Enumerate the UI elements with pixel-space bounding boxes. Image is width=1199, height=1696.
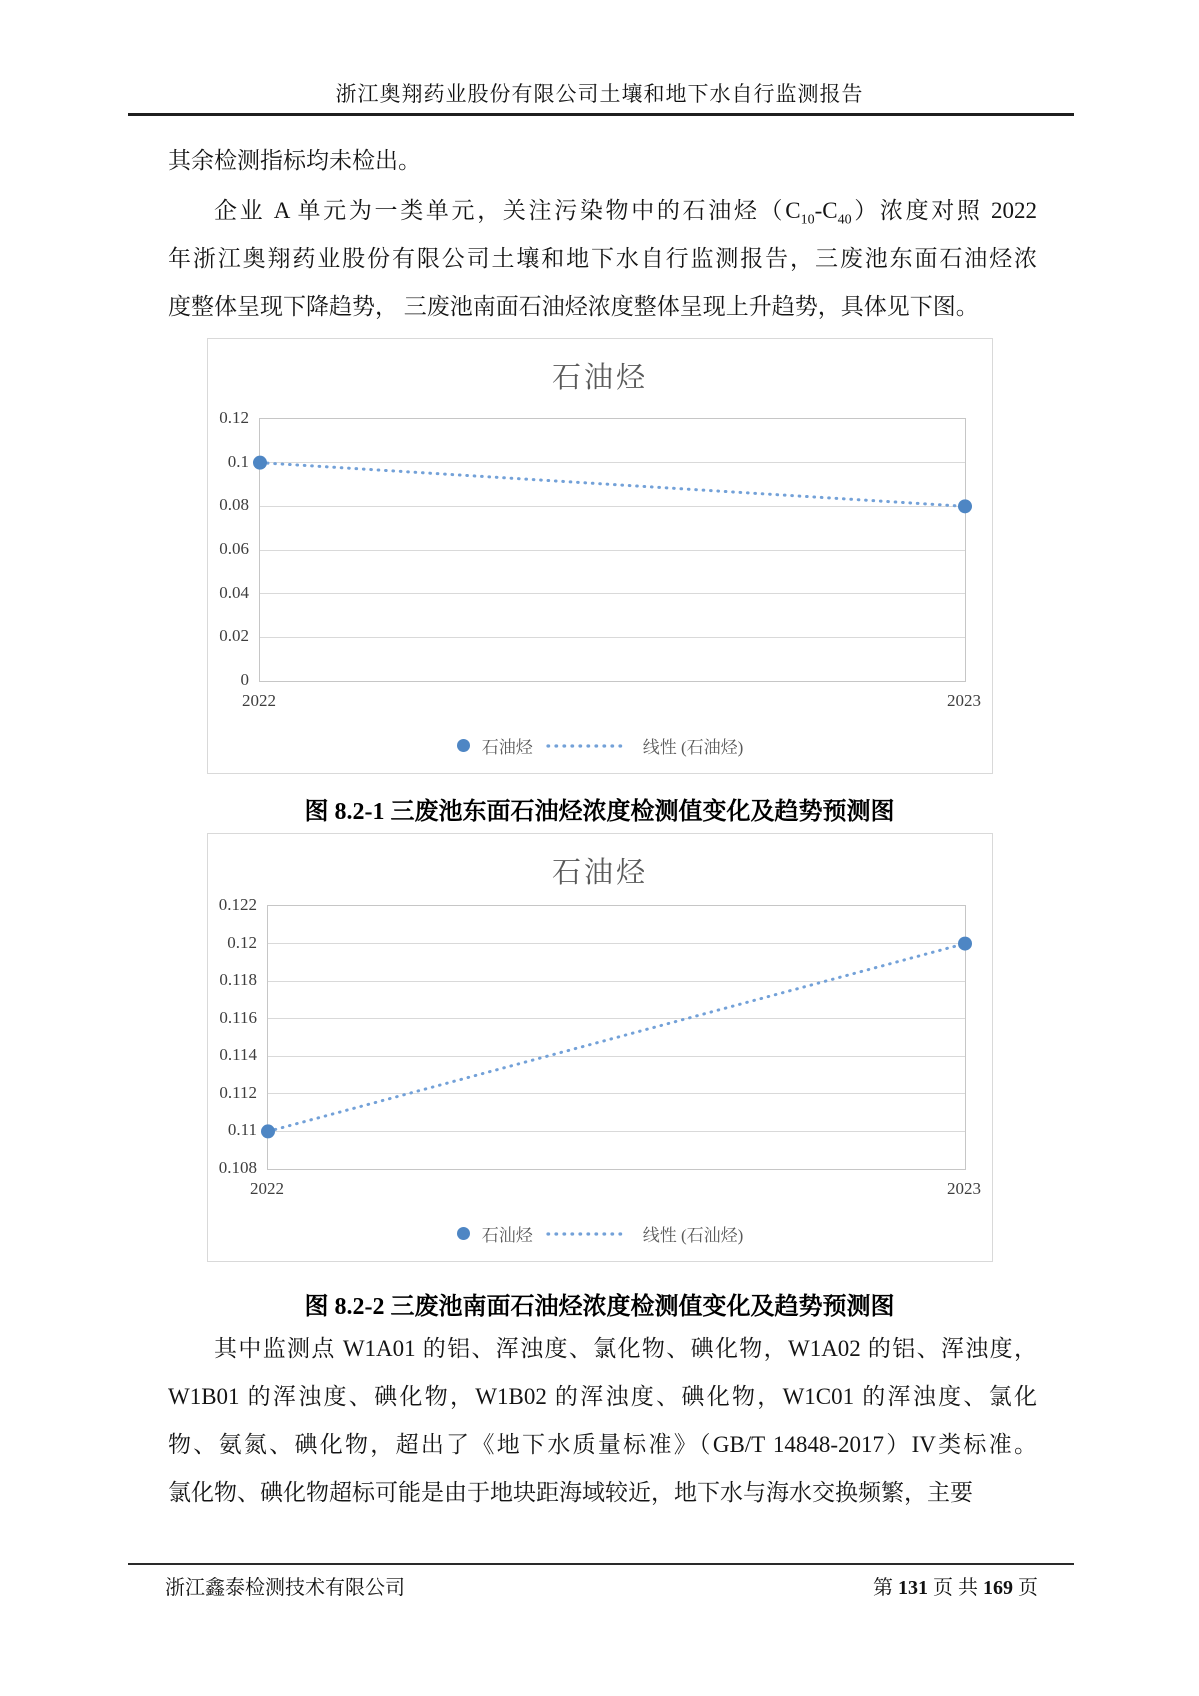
series-layer bbox=[268, 906, 965, 1169]
data-point bbox=[958, 937, 972, 951]
y-axis-tick-label: 0.122 bbox=[218, 895, 257, 914]
paragraph-2-line-1-pre: 企业 A 单元为一类单元，关注污染物中的石油烃（C bbox=[214, 198, 801, 223]
footer-company: 浙江鑫泰检测技术有限公司 bbox=[165, 1577, 405, 1599]
chart-legend bbox=[208, 1221, 992, 1246]
series-layer bbox=[260, 419, 965, 681]
plot-area bbox=[267, 905, 966, 1170]
page-footer bbox=[165, 1571, 1038, 1600]
subscript-c40: 40 bbox=[837, 212, 852, 228]
trendline bbox=[268, 944, 965, 1132]
footer-page-mid: 页 共 bbox=[928, 1577, 983, 1599]
trendline-legend-label: 线性 (石汕烃) bbox=[642, 1226, 744, 1245]
series-legend-label: 石油烃 bbox=[481, 738, 533, 757]
y-axis-tick-label: 0.112 bbox=[219, 1082, 257, 1102]
y-axis-tick-label: 0.06 bbox=[219, 539, 249, 558]
data-point bbox=[261, 1124, 275, 1138]
chart-south-pond bbox=[207, 833, 993, 1262]
y-axis-tick-label: 0.116 bbox=[219, 1007, 257, 1027]
y-axis-tick-label: 0.08 bbox=[219, 495, 249, 515]
paragraph-3-line-2: W1B01 的浑浊度、碘化物，W1B02 的浑浊度、碘化物，W1C01 的浑浊度、氯化 bbox=[168, 1384, 1037, 1409]
paragraph-3-line-1-text: 其中监测点 W1A01 的铝、浑浊度、氯化物、碘化物，W1A02 的铝、浑浊度， bbox=[214, 1336, 1037, 1361]
footer-page-post: 页 bbox=[1013, 1577, 1038, 1599]
data-point bbox=[958, 499, 972, 513]
chart-legend bbox=[208, 733, 992, 758]
chart-title: 石油烃 bbox=[551, 857, 648, 889]
footer-page-total: 169 bbox=[983, 1577, 1013, 1599]
footer-rule bbox=[128, 1563, 1074, 1565]
page-header-title: 浙江奥翔药业股份有限公司土壤和地下水自行监测报告 bbox=[335, 82, 864, 106]
series-marker-icon bbox=[457, 739, 470, 752]
x-axis-label-2022: 2022 bbox=[250, 1179, 284, 1198]
y-axis-tick-label: 0 bbox=[240, 670, 249, 689]
trendline-sample-icon bbox=[545, 1230, 631, 1238]
x-axis-label-2022: 2022 bbox=[242, 691, 276, 710]
y-axis-tick-label: 0.1 bbox=[227, 451, 249, 471]
data-point bbox=[253, 456, 267, 470]
figure-caption-8-2-1: 图 8.2-1 三废池东面石油烃浓度检测值变化及趋势预测图 bbox=[304, 799, 895, 825]
x-axis-label-2023: 2023 bbox=[947, 691, 981, 710]
y-axis-tick-label: 0.12 bbox=[219, 408, 249, 427]
paragraph-2-line-1-post: ）浓度对照 2022 bbox=[851, 198, 1038, 223]
footer-page-pre: 第 bbox=[873, 1577, 898, 1599]
y-axis-tick-label: 0.12 bbox=[227, 932, 257, 952]
paragraph-3-line-4: 氯化物、碘化物超标可能是由于地块距海域较近，地下水与海水交换频繁，主要 bbox=[168, 1480, 973, 1505]
y-axis-tick-label: 0.108 bbox=[218, 1158, 257, 1177]
y-axis-tick-label: 0.11 bbox=[227, 1120, 257, 1140]
paragraph-2-line-3: 度整体呈现下降趋势， 三废池南面石油烃浓度整体呈现上升趋势，具体见下图。 bbox=[168, 294, 979, 319]
paragraph-1: 其余检测指标均未检出。 bbox=[168, 148, 421, 173]
figure-caption-8-2-2: 图 8.2-2 三废池南面石油烃浓度检测值变化及趋势预测图 bbox=[304, 1294, 895, 1320]
plot-area bbox=[259, 418, 966, 682]
subscript-c10: 10 bbox=[800, 212, 815, 228]
footer-page-number: 131 bbox=[898, 1577, 928, 1599]
header-rule bbox=[128, 113, 1074, 116]
trendline-sample-icon bbox=[545, 742, 631, 750]
paragraph-2-line-1 bbox=[168, 196, 1037, 236]
paragraph-2-line-1-mid: -C bbox=[814, 198, 838, 223]
y-axis-tick-label: 0.02 bbox=[219, 626, 249, 646]
trendline bbox=[260, 463, 965, 507]
series-marker-icon bbox=[457, 1227, 470, 1240]
footer-page-indicator bbox=[873, 1571, 1038, 1600]
series-legend-label: 石汕烃 bbox=[481, 1226, 533, 1245]
y-axis-tick-label: 0.04 bbox=[219, 582, 249, 602]
chart-east-pond bbox=[207, 338, 993, 774]
y-axis-tick-label: 0.114 bbox=[219, 1045, 257, 1065]
trendline-legend-label: 线性 (石油烃) bbox=[642, 738, 744, 757]
paragraph-3-line-3: 物、氨氮、碘化物，超出了《地下水质量标准》（GB/T 14848-2017）IV类标准。 bbox=[168, 1432, 1037, 1457]
paragraph-3-line-1 bbox=[168, 1334, 1037, 1364]
chart-title: 石油烃 bbox=[551, 362, 648, 394]
x-axis-label-2023: 2023 bbox=[947, 1179, 981, 1198]
y-axis-tick-label: 0.118 bbox=[219, 970, 257, 990]
paragraph-2-line-2: 年浙江奥翔药业股份有限公司土壤和地下水自行监测报告，三废池东面石油烃浓 bbox=[168, 246, 1037, 271]
